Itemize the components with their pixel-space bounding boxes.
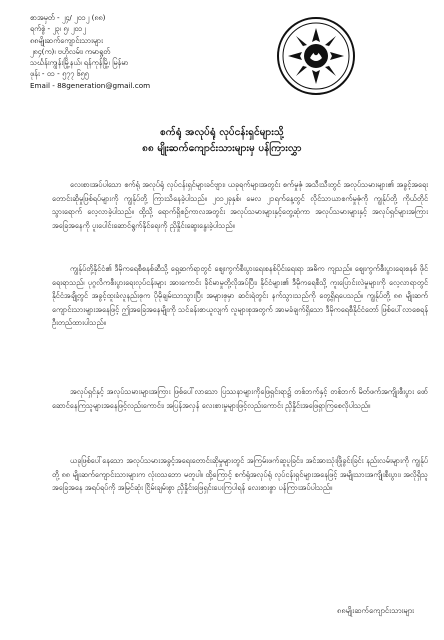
paragraph-4 (52, 454, 428, 495)
signature-line: ၈၈မျိုးဆက်ကျောင်းသားများ (336, 606, 414, 615)
address-line-2: သင်္ဃန်းကျွန်းမြို့နယ်၊ ရန်ကုန်မြို့၊ မြန်မာ (30, 58, 129, 68)
document-subtitle: ၈၈ မျိုးဆက်ကျောင်းသားများမှ ပန်ကြားလွှာ (142, 143, 302, 154)
date-line: ရက်စွဲ - ၂၃၊ ၅၊ ၂၀၁၂ (30, 24, 86, 34)
paragraph-2 (52, 262, 428, 330)
email-line: Email - 88generation@gmail.com (30, 80, 151, 90)
address-line-1: ၂၈၄(က)၊ ဗဟိုလမ်း၊ ကမာရွတ် (30, 46, 111, 56)
paragraph-3-text: အလုပ်ရှင်နှင့် အလုပ်သမားများအကြား ဖြစ်ပေါ်လာသော ပြဿနာများကိုဖြေရှင်းရာ၌ တစ်ဘက်နှင့် တစ်ဘက် မိတ်ဖက်အကျိုးစီးပွား ဖော်ဆောင်နေကြသူများအနေဖြင့်လည်းကောင်း၊ အပြန်အလှန် လေးစားမှုများဖြင့်လည်းကောင်း ညှိနှိုင်းအဖြေရှာကြစေလိုပါသည်။ (52, 387, 428, 410)
letterhead-details (30, 12, 280, 91)
organization-logo (276, 16, 356, 96)
organization-line: ၈၈မျိုးဆက်ကျောင်းသားများ (30, 35, 103, 45)
paragraph-4-text: ယခုဖြစ်ပေါ်နေသော အလုပ်သမားအခွင့်အရေးတောင်းဆိုမှုများတွင် အကြမ်းဖက်ဆူပူခြင်း၊ အင်အားသုံးဖြိုခွင်းခြင်း နည်းလမ်းများကို ကျွန်ုပ်တို့ ၈၈ မျိုးဆက်ကျောင်းသားများက လုံးဝသဘော မတူပါ။ ထို့ကြောင့် စက်ရုံအလုပ်ရုံ လုပ်ငန်းရှင်များအနေဖြင့် အမျိုးသားအကျိုးစီးပွား၊ အလိုရှိသူ အခြေအနေ အရပ်ရပ်ကို အမြင်ဆုံး ငြိမ်းချမ်းစွာ ညှိနှိုင်းဖြေရှင်းပေးကြပါရန် လေးစားစွာ ပန်ကြားအပ်ပါသည်။ (52, 456, 428, 493)
emblem-icon (276, 16, 356, 96)
phone-line: ဖုန်း - ၀၁ - ၅၇၇ ၆၅၅ (30, 69, 89, 79)
paragraph-1 (52, 178, 428, 232)
document-title: စက်ရုံ အလုပ်ရုံ လုပ်ငန်းရှင်များသို့ (160, 127, 284, 138)
paragraph-1-text: လေးစားအပ်ပါသော စက်ရုံ အလုပ်ရုံ လုပ်ငန်းရှင်များခင်ဗျား၊ ယခုရက်များအတွင်း စက်မှုဇုံ အသီးသီးတွင် အလုပ်သမားများ၏ အခွင့်အရေးတောင်းဆိုမှုဖြစ်ရပ်များကို ကျွန်ုပ်တို့ ကြားသိနေခဲ့ပါသည်။ ၂၀၁၂ခုနှစ်၊ မေလ ၂၁ရက်နေ့တွင် လိုင်သာယာစက်မှုဇုံကို ကျွန်ုပ်တို့ ကိုယ်တိုင် သွားရောက် လေ့လာခဲ့ပါသည်။ ထို့သို့ ရောက်ရှိစဉ်ကာလအတွင်း အလုပ်သမားများနှင့်တွေ့ဆုံကာ အလုပ်သမားများနှင့် အလုပ်ရှင်များအကြား အခြေအနေကို ပူးပေါင်းဆောင်ရွက်နိုင်ရေးကို ညှိနှိုင်းဆွေးနွေးခဲ့ပါသည်။ (52, 180, 428, 230)
paragraph-3 (52, 385, 428, 412)
paragraph-2-text: ကျွန်ုပ်တို့နိုင်ငံ၏ ဒီမိုကရေစီစနစ်ဆီသို့ ရှေ့ဆက်ရာတွင် ဈေးကွက်စီးပွားရေးစနစ်ပိုင်းရေးရာ အဓိက ကျသည်။ ဈေးကွက်စီးပွားရေးစနစ် ဖိုင်ရေးရာသည်၊ ပုဂ္ဂလိကစီးပွားရေးလုပ်ငန်းများ အားကောင်း ခိုင်မာမှုတို့လိုအပ်ပြီး၊ နိုင်ငံများ၏ ဒီမိုကရေစီသို့ ကူးပြောင်းလဲမှုများကို လေ့လာရာတွင် နိုင်ငံအချို့တွင် အခွင့်ထူးခံလူနည်းစုက ပိုမိုချမ်းသာသွားပြီး အများစုမှာ ဆင်းရဲတွင်း နက်သွားသည်ကို တွေ့ရှိရပေသည်။ ကျွန်ုပ်တို့ ၈၈ မျိုးဆက်ကျောင်းသားများအနေဖြင့် ဤအခြေအနေမျိုးကို သင်ခန်းစာယူလျက် လူများစုအတွက် အာမခံချက်ရှိသော ဒီမိုကရေစီနိုင်ငံတော် ဖြစ်ပေါ်လာစေရန် ဦးတည်ထားပါသည်။ (52, 264, 428, 328)
reference-number: စာအမှတ် - ၂၄/ ၂၀၁၂ (၈၈) (30, 13, 106, 22)
